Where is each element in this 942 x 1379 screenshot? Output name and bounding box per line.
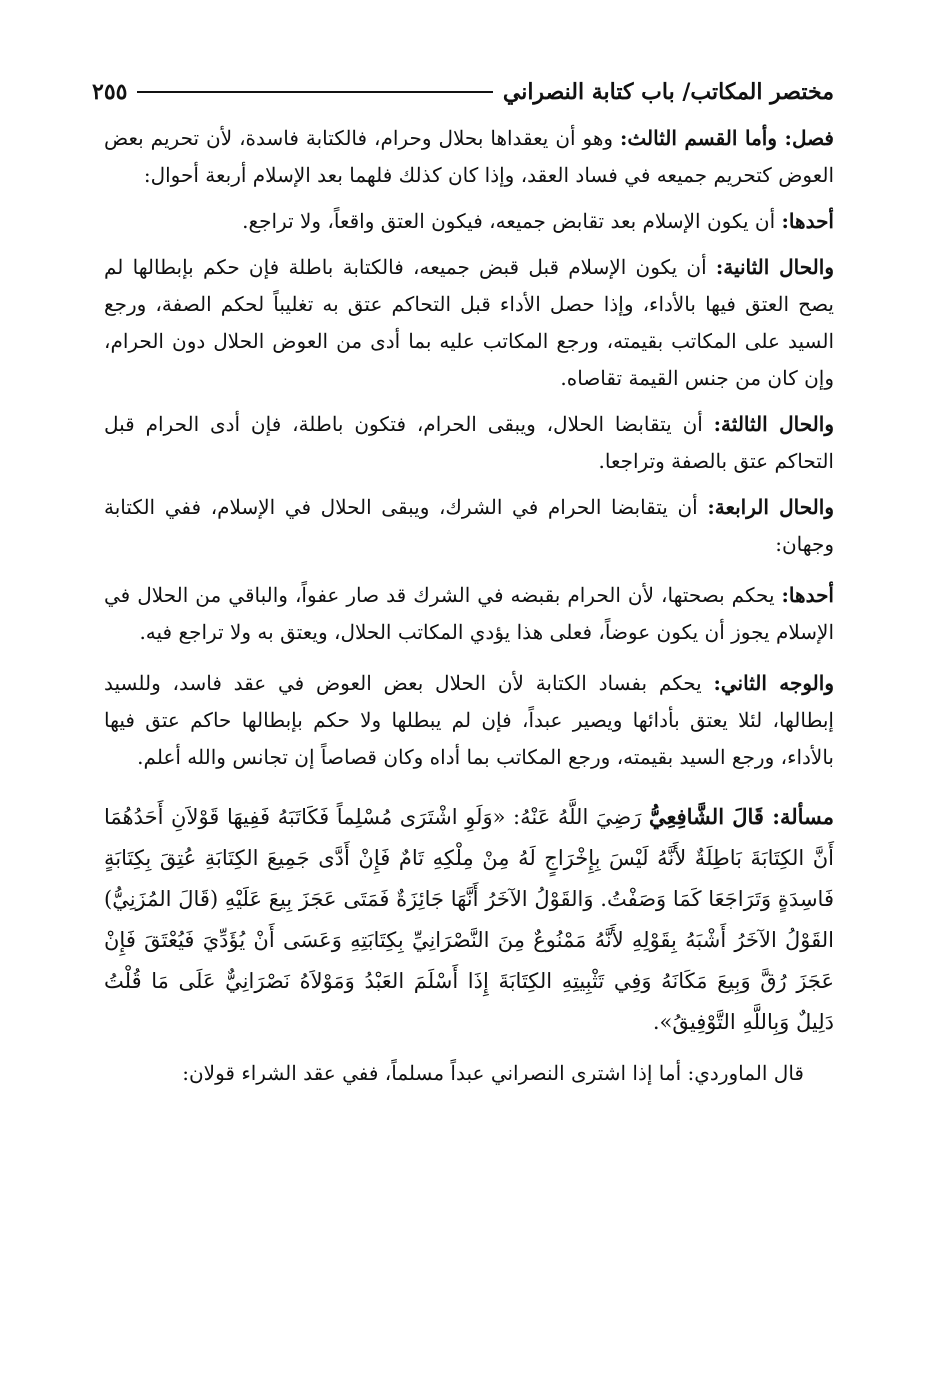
- paragraph-view-one: [104, 577, 834, 651]
- page-body: [104, 120, 834, 1101]
- commentary-text: قال الماوردي: أما إذا اشترى النصراني عبداً مسلماً، ففي عقد الشراء قولان:: [182, 1061, 804, 1085]
- page-header: [92, 72, 834, 112]
- paragraph-heading: أحدها:: [781, 583, 834, 607]
- paragraph-text: أن يتقابضا الحرام في الشرك، ويبقى الحلال في الإسلام، ففي الكتابة وجهان:: [104, 495, 834, 556]
- masala-text: رَضِيَ اللَّهُ عَنْهُ: «وَلَوِ اشْتَرَى مُسْلِماً فَكَاتَبَهُ فَفِيهَا قَوْلاَنِ أَحَدُهُمَا أَنَّ الكِتَابَةَ بَاطِلَةٌ لأَنَّهُ لَيْسَ بِإِخْرَاجٍ لَهُ مِنْ مِلْكِهِ تَامٌ فَإِنْ أَدَّى جَمِيعَ الكِتَابَةِ عُتِقَ بِكِتَابَةٍ فَاسِدَةٍ وَتَرَاجَعَا كَمَا وَصَفْتُ. وَالقَوْلُ الآخَرُ أَنَّهَا جَائِزَةٌ فَمَتَى عَجَزَ بِيعَ عَلَيْهِ (قَالَ المُزَنِيُّ) القَوْلُ الآخَرُ أَشْبَهُ بِقَوْلِهِ لأَنَّهُ مَمْنُوعٌ مِنَ النَّصْرَانِيِّ بِكِتَابَتِهِ وَعَسَى أَنْ يُؤَدِّيَ فَيُعْتَقَ فَإِنْ عَجَزَ رُقَّ وَبِيعَ مَكَانَهُ وَفِي تَثْبِيتِهِ الكِتَابَةَ إِذَا أَسْلَمَ العَبْدُ وَمَوْلاَهُ نَصْرَانِيٌّ عَلَى مَا قُلْتُ دَلِيلٌ وَبِاللَّهِ التَّوْفِيقُ».: [104, 805, 834, 1034]
- mawardi-commentary: [104, 1055, 834, 1092]
- paragraph-heading: والوجه الثاني:: [713, 671, 834, 695]
- masala-quotation: [104, 796, 834, 1043]
- paragraph-case-two: [104, 249, 834, 397]
- running-title: مختصر المكاتب/ باب كتابة النصراني: [502, 79, 834, 105]
- paragraph-text: يحكم بصحتها، لأن الحرام بقبضه في الشرك قد صار عفواً، والباقي من الحلال في الإسلام يجوز أن يكون عوضاً، فعلى هذا يؤدي المكاتب الحلال، ويعتق به ولا تراجع فيه.: [104, 583, 834, 644]
- paragraph-heading: أحدها:: [781, 209, 834, 233]
- paragraph-fasl: [104, 120, 834, 194]
- paragraph-heading: والحال الرابعة:: [707, 495, 834, 519]
- paragraph-text: أن يكون الإسلام بعد تقابض جميعه، فيكون العتق واقعاً، ولا تراجع.: [242, 209, 782, 233]
- paragraph-case-four: [104, 489, 834, 563]
- paragraph-heading: والحال الثالثة:: [713, 412, 834, 436]
- paragraph-text: أن يتقابضا الحلال، ويبقى الحرام، فتكون باطلة، فإن أدى الحرام قبل التحاكم عتق بالصفة وتراجعا.: [104, 412, 834, 473]
- paragraph-text: وهو أن يعقداها بحلال وحرام، فالكتابة فاسدة، لأن تحريم بعض العوض كتحريم جميعه في فساد العقد، وإذا كان كذلك فلهما بعد الإسلام أربعة أحوال:: [104, 126, 834, 187]
- paragraph-text: أن يكون الإسلام قبل قبض جميعه، فالكتابة باطلة فإن حكم بإبطالها لم يصح العتق فيها بالأداء، وإذا حصل الأداء قبل التحاكم عتق به تغليباً لحكم الصفة، ورجع السيد على المكاتب بقيمته، ورجع المكاتب عليه بما أدى من العوض الحلال دون الحرام، وإن كان من جنس القيمة تقاصاه.: [104, 255, 834, 390]
- page-number: ٢٥٥: [92, 79, 128, 105]
- paragraph-heading: فصل: وأما القسم الثالث:: [620, 126, 834, 150]
- paragraph-text: يحكم بفساد الكتابة لأن الحلال بعض العوض في عقد فاسد، وللسيد إبطالها، لئلا يعتق بأدائها ويصير عبداً، فإن لم يبطلها ولا حكم بإبطالها حاكم عتق فيها بالأداء، ورجع السيد بقيمته، ورجع المكاتب بما أداه وكان قصاصاً إن تجانس والله أعلم.: [104, 671, 834, 769]
- paragraph-case-three: [104, 406, 834, 480]
- paragraph-heading: والحال الثانية:: [715, 255, 834, 279]
- paragraph-case-one: [104, 203, 834, 240]
- paragraph-view-two: [104, 665, 834, 776]
- masala-heading: مسألة: قَالَ الشَّافِعِيُّ: [648, 804, 834, 829]
- header-rule: [137, 91, 492, 93]
